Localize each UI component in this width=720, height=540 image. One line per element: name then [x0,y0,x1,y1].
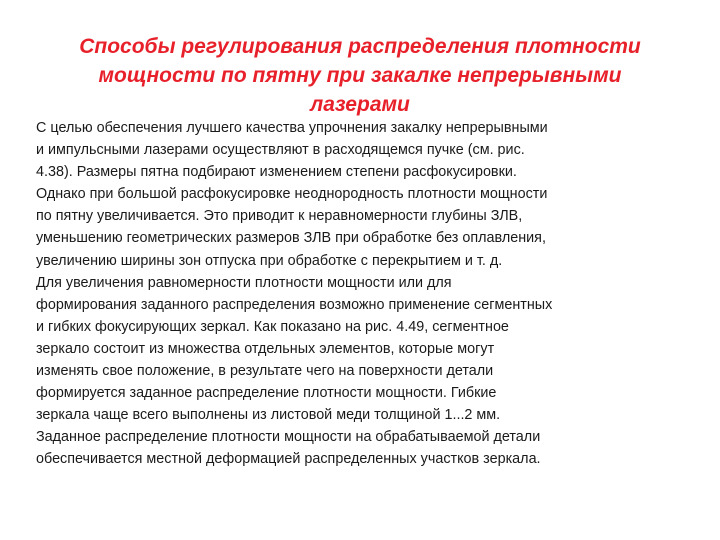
text-line: и гибких фокусирующих зеркал. Как показано на рис. 4.49, сегментное [36,318,509,335]
text-line: формируется заданное распределение плотности мощности. Гибкие [36,385,497,402]
text-line: С целью обеспечения лучшего качества упрочнения закалку непрерывными [36,120,548,136]
text-line: увеличению ширины зон отпуска при обработке с перекрытием и т. д. [36,252,503,269]
title-line-1: Способы регулирования распределения плотности [79,35,641,58]
text-line: обеспечивается местной деформацией распределенных участков зеркала. [36,451,541,468]
slide-body [36,117,696,471]
slide-title [20,32,700,119]
text-line: Однако при большой расфокусировке неоднородность плотности мощности [36,186,548,203]
text-line: Заданное распределение плотности мощности на обрабатываемой детали [36,429,541,446]
text-line: изменять свое положение, в результате чего на поверхности детали [36,363,494,380]
text-line: и импульсными лазерами осуществляют в расходящемся пучке (см. рис. [36,142,525,159]
paragraph-1 [36,117,696,272]
title-line-2: мощности по пятну при закалке непрерывными [98,64,622,87]
text-line: 4.38). Размеры пятна подбирают изменением степени расфокусировки. [36,164,517,181]
text-line: Для увеличения равномерности плотности мощности или для [36,274,452,291]
text-line: зеркала чаще всего выполнены из листовой меди толщиной 1...2 мм. [36,407,501,424]
paragraph-2 [36,272,696,471]
title-line-3: лазерами [310,93,410,116]
text-line: формирования заданного распределения возможно применение сегментных [36,296,553,313]
text-line: по пятну увеличивается. Это приводит к неравномерности глубины ЗЛВ, [36,208,523,225]
text-line: уменьшению геометрических размеров ЗЛВ при обработке без оплавления, [36,230,546,247]
text-line: зеркало состоит из множества отдельных элементов, которые могут [36,340,495,357]
